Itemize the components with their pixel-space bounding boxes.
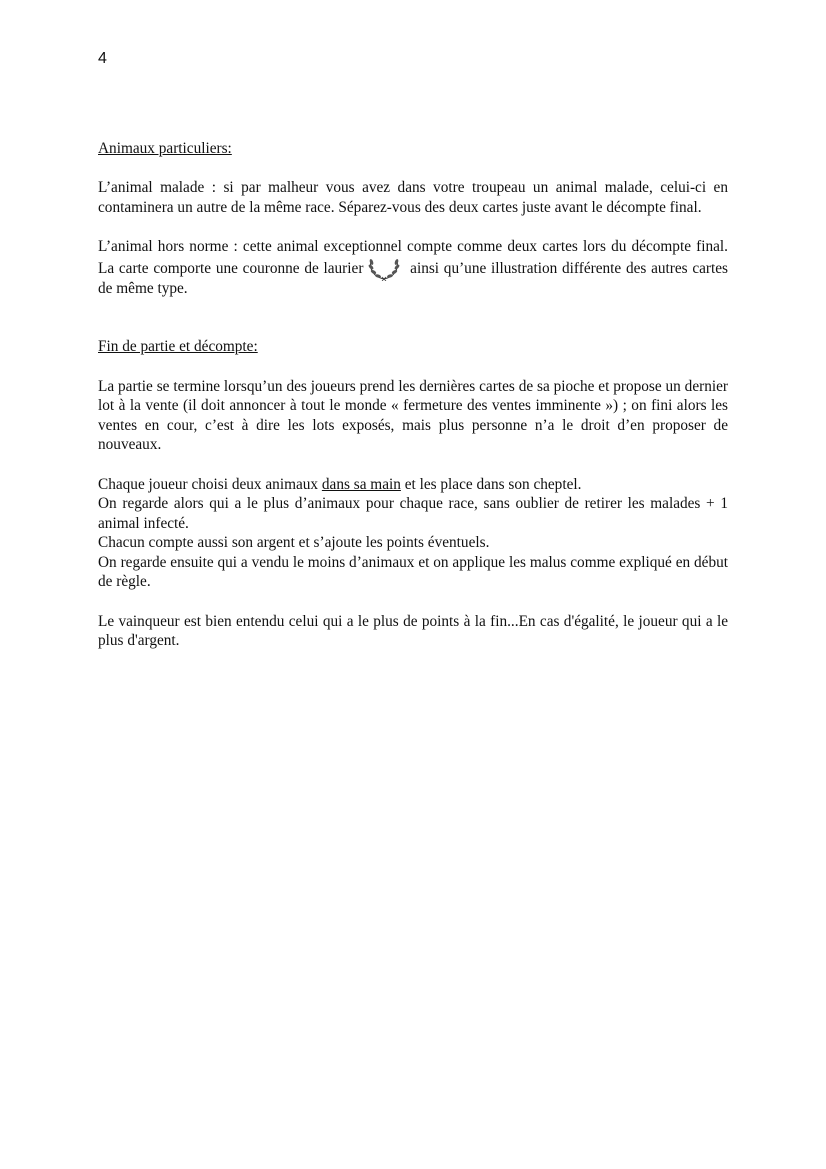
- paragraph-choose-animals: [98, 475, 728, 495]
- paragraph-exceptional-animal-text-start: L’animal hors norme : cette animal exceptionnel compte comme deux cartes lors du décompte final. La carte comporte une couronne de laurier: [98, 237, 728, 277]
- paragraph-exceptional-animal: [98, 237, 728, 298]
- paragraph-end-of-game: La partie se termine lorsqu’un des joueurs prend les dernières cartes de sa pioche et propose un dernier lot à la vente (il doit annoncer à tout le monde « fermeture des ventes imminente ») ; on fini alors les ventes en cour, c’est à dire les lots exposés, mais plus personne n’a le droit d’en proposer de nouveaux.: [98, 377, 728, 454]
- paragraph-winner: Le vainqueur est bien entendu celui qui a le plus de points à la fin...En cas d'égalité, le joueur qui a le plus d'argent.: [98, 612, 728, 650]
- document-body: [98, 139, 728, 651]
- underlined-phrase: dans sa main: [321, 475, 401, 493]
- paragraph-choose-animals-end: et les place dans son cheptel.: [400, 475, 582, 493]
- paragraph-choose-animals-start: Chaque joueur choisi deux animaux: [98, 475, 322, 493]
- page-number: 4: [98, 50, 107, 67]
- paragraph-malus: On regarde ensuite qui a vendu le moins d’animaux et on applique les malus comme expliqué en début de règle.: [98, 553, 728, 591]
- paragraph-sick-animal: L’animal malade : si par malheur vous avez dans votre troupeau un animal malade, celui-ci en contaminera un autre de la même race. Séparez-vous des deux cartes juste avant le décompte final.: [98, 179, 728, 216]
- section-heading-special-animals: Animaux particuliers:: [98, 140, 232, 157]
- paragraph-count-races: On regarde alors qui a le plus d’animaux pour chaque race, sans oublier de retirer les malades + 1 animal infecté.: [98, 495, 728, 532]
- laurel-wreath-icon: [364, 257, 404, 279]
- paragraph-exceptional-animal-text-end: ainsi qu’une illustration différente des autres cartes de même type.: [98, 259, 729, 297]
- paragraph-count-money: Chacun compte aussi son argent et s’ajoute les points éventuels.: [98, 534, 490, 552]
- section-heading-end-of-game: Fin de partie et décompte:: [98, 338, 258, 356]
